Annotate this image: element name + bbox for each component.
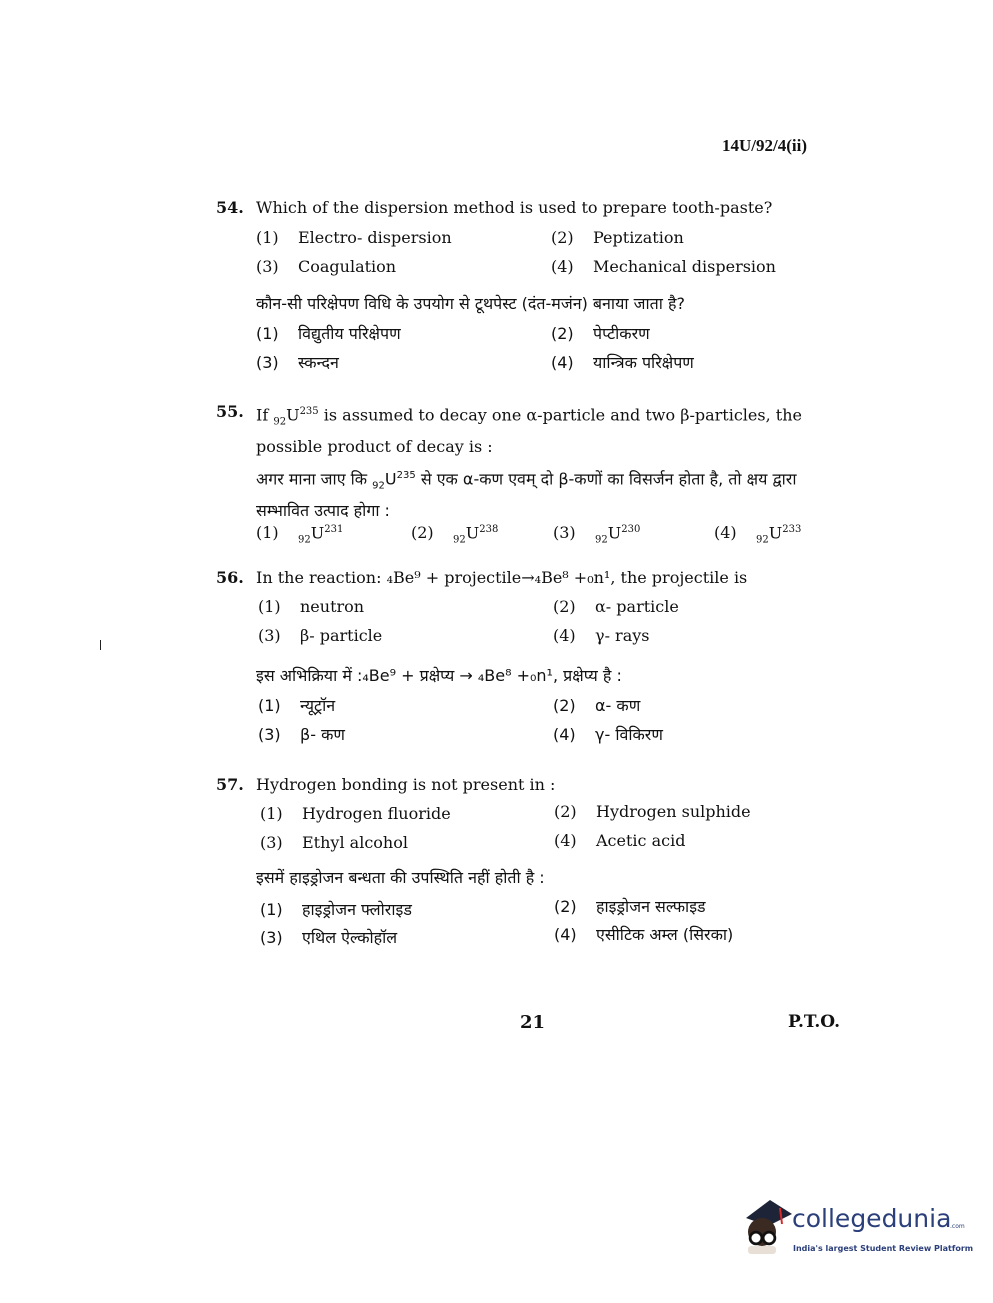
question-54	[216, 196, 846, 376]
question-text-en: If $_{92}U^{235}$ is assumed to decay one α-particle and two β-particles, the possible product of decay is :	[256, 405, 802, 456]
option-2-hi: (2) हाइड्रोजन सल्फाइड	[554, 897, 706, 916]
option-3-hi: (3) स्कन्दन	[256, 353, 339, 372]
option-3-hi: (3) β- कण	[258, 725, 345, 744]
option-4: (4) $_{92}U^{233}$	[714, 523, 802, 546]
question-text-hi: इसमें हाइड्रोजन बन्धता की उपस्थिति नहीं होती है :	[256, 868, 545, 887]
option-1-hi: (1) न्यूट्रॉन	[258, 696, 336, 715]
option-4-hi: (4) एसीटिक अम्ल (सिरका)	[554, 925, 734, 944]
mascot-icon	[746, 1200, 792, 1254]
brand-tagline: India's largest Student Review Platform	[793, 1244, 974, 1253]
option-1-en: (1) neutron	[258, 597, 365, 616]
option-4-en: (4) Mechanical dispersion	[551, 257, 776, 276]
question-text-en: In the reaction: ₄Be⁹ + projectile→₄Be⁸ +₀n¹, the projectile is	[256, 568, 748, 587]
question-57	[216, 773, 846, 953]
option-4-hi: (4) यान्त्रिक परिक्षेपण	[551, 353, 694, 372]
brand-dotcom: .com	[950, 1223, 965, 1230]
option-1-hi: (1) विद्युतीय परिक्षेपण	[256, 324, 401, 343]
option-2-en: (2) Peptization	[551, 228, 684, 247]
option-2-en: (2) α- particle	[553, 597, 679, 616]
option-2-hi: (2) α- कण	[553, 696, 641, 715]
question-55	[216, 400, 846, 550]
question-text-hi: अगर माना जाए कि $_{92}U^{235}$ से एक α-कण एवम् दो β-कणों का विसर्जन होता है, तो क्षय द्वारा सम्भावित उत्पाद होगा :	[256, 469, 797, 520]
question-number: 54.	[216, 198, 244, 217]
option-1: (1) $_{92}U^{231}$	[256, 523, 344, 546]
question-number: 57.	[216, 775, 244, 794]
pto-label: P.T.O.	[788, 1012, 840, 1032]
brand-name: collegedunia	[792, 1204, 952, 1233]
question-number: 56.	[216, 568, 244, 587]
option-2-en: (2) Hydrogen sulphide	[554, 802, 751, 821]
option-4-en: (4) Acetic acid	[554, 831, 686, 850]
option-3-hi: (3) एथिल ऐल्कोहॉल	[260, 928, 398, 947]
option-2-hi: (2) पेप्टीकरण	[551, 324, 650, 343]
paper-code: 14U/92/4(ii)	[722, 136, 807, 155]
margin-mark	[100, 640, 101, 650]
option-2: (2) $_{92}U^{238}$	[411, 523, 499, 546]
question-text-en: Which of the dispersion method is used to prepare tooth-paste?	[256, 198, 773, 217]
option-3-en: (3) Coagulation	[256, 257, 397, 276]
option-3-en: (3) Ethyl alcohol	[260, 833, 408, 852]
question-number: 55.	[216, 402, 244, 421]
page-number: 21	[520, 1012, 546, 1033]
option-1-en: (1) Electro- dispersion	[256, 228, 452, 247]
option-1-hi: (1) हाइड्रोजन फ्लोराइड	[260, 900, 412, 919]
question-text-hi: इस अभिक्रिया में :₄Be⁹ + प्रक्षेप्य → ₄Be⁸ +₀n¹, प्रक्षेप्य है :	[256, 666, 622, 685]
question-text-en: Hydrogen bonding is not present in :	[256, 775, 556, 794]
option-4-hi: (4) γ- विकिरण	[553, 725, 663, 744]
option-3: (3) $_{92}U^{230}$	[553, 523, 641, 546]
question-56	[216, 566, 846, 756]
question-text-hi: कौन-सी परिक्षेपण विधि के उपयोग से टूथपेस्ट (दंत-मजंन) बनाया जाता है?	[256, 294, 685, 313]
option-3-en: (3) β- particle	[258, 626, 383, 645]
option-4-en: (4) γ- rays	[553, 626, 650, 645]
option-1-en: (1) Hydrogen fluoride	[260, 804, 451, 823]
